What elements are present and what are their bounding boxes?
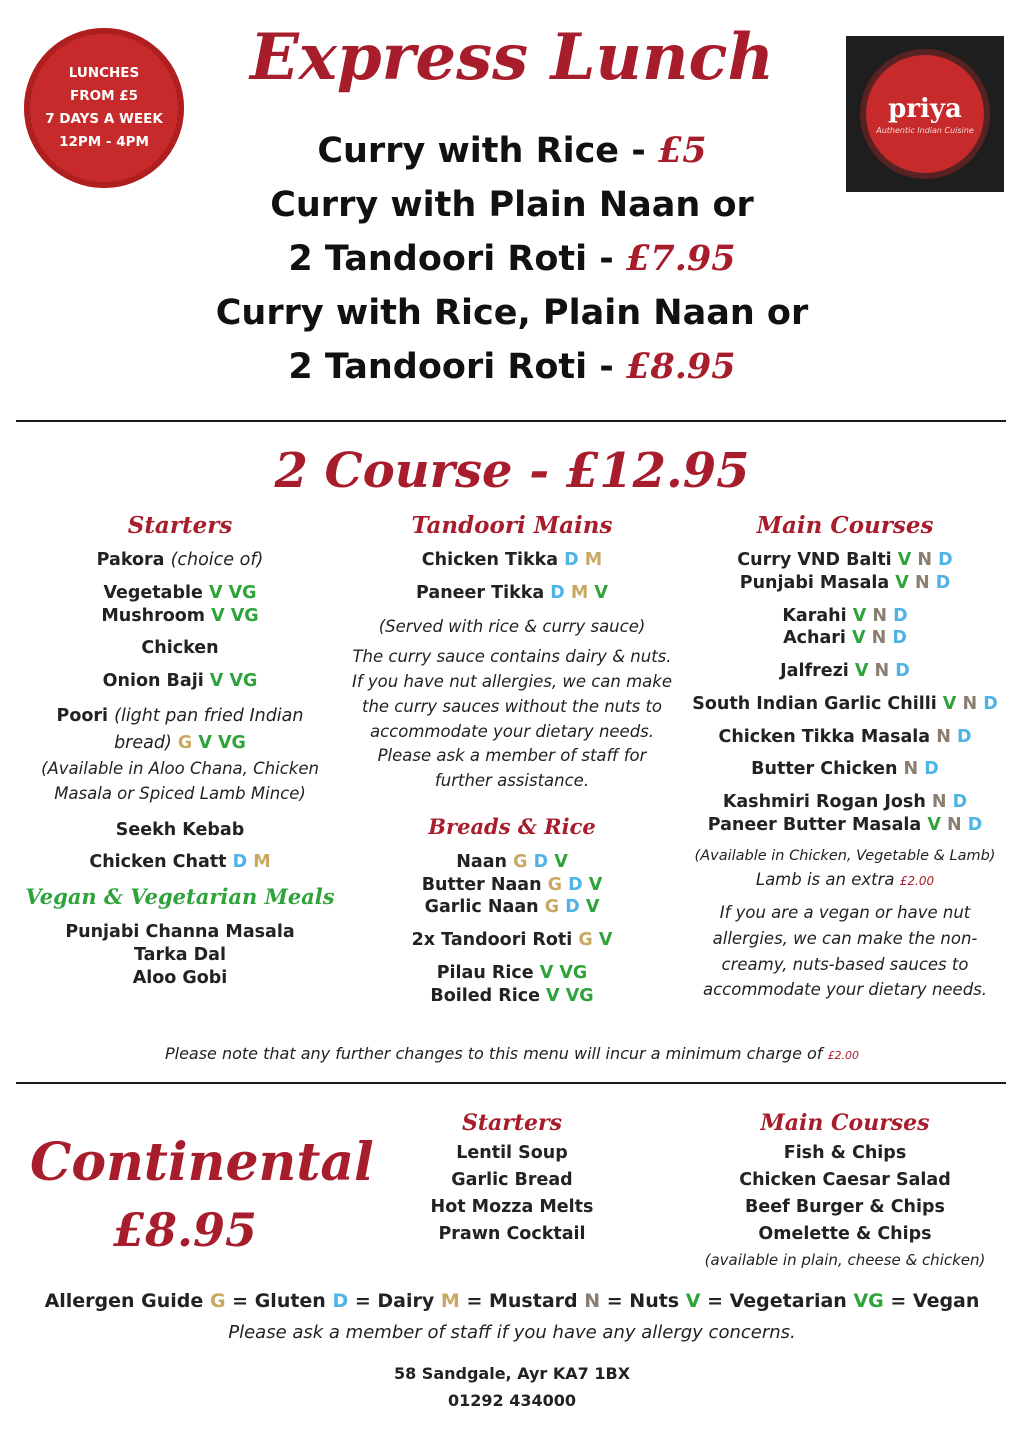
menu-item: Curry VND Balti V N D	[737, 550, 953, 570]
mains-availability-note: (Available in Chicken, Vegetable & Lamb)	[694, 847, 996, 864]
menu-item: Pakora (choice of)	[96, 550, 264, 570]
starters-column	[16, 512, 344, 989]
menu-item: Onion Baji V VG	[102, 671, 258, 691]
vegan-meals-heading: Vegan & Vegetarian Meals	[25, 884, 335, 909]
badge-line: LUNCHES	[68, 65, 140, 82]
allergen-guide: Allergen Guide G = Gluten D = Dairy M = Mustard N = Nuts V = Vegetarian VG = Vegan	[44, 1290, 980, 1312]
menu-item: Garlic Naan G D V	[424, 897, 600, 918]
express-line: 2 Tandoori Roti - £7.95	[288, 238, 736, 279]
menu-item: Lentil Soup	[456, 1143, 568, 1163]
badge-line: 7 DAYS A WEEK	[45, 111, 163, 127]
menu-item: Prawn Cocktail	[438, 1224, 586, 1245]
menu-item: Punjabi Channa Masala	[65, 922, 295, 942]
menu-item: Boiled Rice V VG	[430, 985, 594, 1006]
menu-item: 2x Tandoori Roti G V	[411, 930, 613, 950]
express-lunch-options	[190, 124, 834, 394]
continental-starters-heading: Starters	[461, 1110, 563, 1136]
menu-item: Chicken Caesar Salad	[739, 1170, 951, 1191]
two-course-title: 2 Course - £12.95	[274, 443, 750, 499]
menu-item: Beef Burger & Chips	[745, 1197, 945, 1218]
continental-price: £8.95	[112, 1203, 258, 1257]
priya-logo	[846, 36, 1004, 192]
continental-mains	[682, 1110, 1008, 1271]
menu-item: Karahi V N D	[782, 605, 908, 626]
menu-item: Chicken Tikka D M	[421, 550, 603, 570]
logo-tagline: Authentic Indian Cuisine	[876, 125, 974, 135]
express-lunch-title: Express Lunch	[249, 20, 775, 95]
served-with-note: (Served with rice & curry sauce)	[378, 616, 646, 636]
vegan-sauce-note: If you are a vegan or have nut allergies, we can make the non-creamy, nuts-based sauces to accommodate your dietary needs.	[702, 903, 988, 1000]
address: 58 Sandgale, Ayr KA7 1BX	[393, 1364, 631, 1383]
logo-name: priya	[888, 93, 962, 124]
express-line: Curry with Rice - £5	[317, 130, 707, 171]
phone-number: 01292 434000	[447, 1391, 577, 1410]
menu-item: Chicken	[141, 638, 219, 659]
express-line: Curry with Plain Naan or	[270, 185, 754, 225]
express-line: Curry with Rice, Plain Naan or	[215, 293, 809, 333]
continental-mains-note: (available in plain, cheese & chicken)	[704, 1250, 986, 1269]
badge-line: FROM £5	[69, 88, 138, 105]
menu-item: Punjabi Masala V N D	[739, 572, 951, 593]
menu-item: Achari V N D	[783, 628, 907, 649]
menu-item: Paneer Tikka D M V	[416, 582, 608, 603]
allergy-concerns-note: Please ask a member of staff if you have any allergy concerns.	[228, 1322, 796, 1343]
menu-item: Seekh Kebab	[115, 819, 245, 840]
continental-title: Continental	[30, 1132, 374, 1193]
menu-item: Paneer Butter Masala V N D	[707, 814, 983, 835]
menu-item: Mushroom V VG	[101, 605, 259, 626]
menu-item: Chicken Chatt D M	[89, 852, 271, 873]
tandoori-heading: Tandoori Mains	[411, 512, 613, 539]
mains-heading: Main Courses	[756, 512, 934, 539]
menu-item: Poori (light pan fried Indian bread) G V VG	[56, 705, 304, 753]
menu-item: Chicken Tikka Masala N D	[718, 726, 972, 747]
menu-item: Pilau Rice V VG	[436, 962, 588, 983]
menu-item: Tarka Dal	[134, 944, 226, 965]
menu-item: Hot Mozza Melts	[430, 1197, 594, 1218]
menu-item: Garlic Bread	[451, 1170, 573, 1191]
menu-item: Naan G D V	[456, 851, 568, 872]
menu-item: Butter Chicken N D	[751, 759, 939, 780]
tandoori-column	[348, 512, 676, 1007]
menu-item: Fish & Chips	[783, 1143, 907, 1163]
menu-item: Vegetable V VG	[103, 582, 257, 603]
menu-item: Aloo Gobi	[132, 967, 228, 988]
menu-item: South Indian Garlic Chilli V N D	[692, 693, 998, 714]
lamb-extra-note: Lamb is an extra £2.00	[755, 869, 935, 889]
lunch-hours-badge	[24, 28, 184, 188]
continental-mains-heading: Main Courses	[760, 1110, 930, 1136]
starters-heading: Starters	[127, 512, 233, 539]
curry-sauce-note: The curry sauce contains dairy & nuts. If you have nut allergies, we can make the curry sauces without the nuts to accommodate your dietary needs. Please ask a member of staff for further assistance.	[351, 647, 673, 790]
menu-item: Omelette & Chips	[758, 1224, 932, 1245]
badge-line: 12PM - 4PM	[59, 133, 149, 150]
changes-note: Please note that any further changes to this menu will incur a minimum charge of £2.00	[164, 1044, 860, 1063]
section-divider	[16, 1082, 1006, 1084]
mains-column	[682, 512, 1008, 1003]
express-line: 2 Tandoori Roti - £8.95	[288, 346, 736, 387]
menu-item: Kashmiri Rogan Josh N D	[722, 792, 968, 812]
menu-item: Jalfrezi V N D	[780, 661, 910, 681]
breads-heading: Breads & Rice	[428, 813, 596, 839]
continental-starters	[390, 1110, 634, 1249]
section-divider	[16, 420, 1006, 422]
poori-availability-note: (Available in Aloo Chana, Chicken Masala or Spiced Lamb Mince)	[41, 759, 319, 803]
menu-item: Butter Naan G D V	[421, 874, 603, 895]
